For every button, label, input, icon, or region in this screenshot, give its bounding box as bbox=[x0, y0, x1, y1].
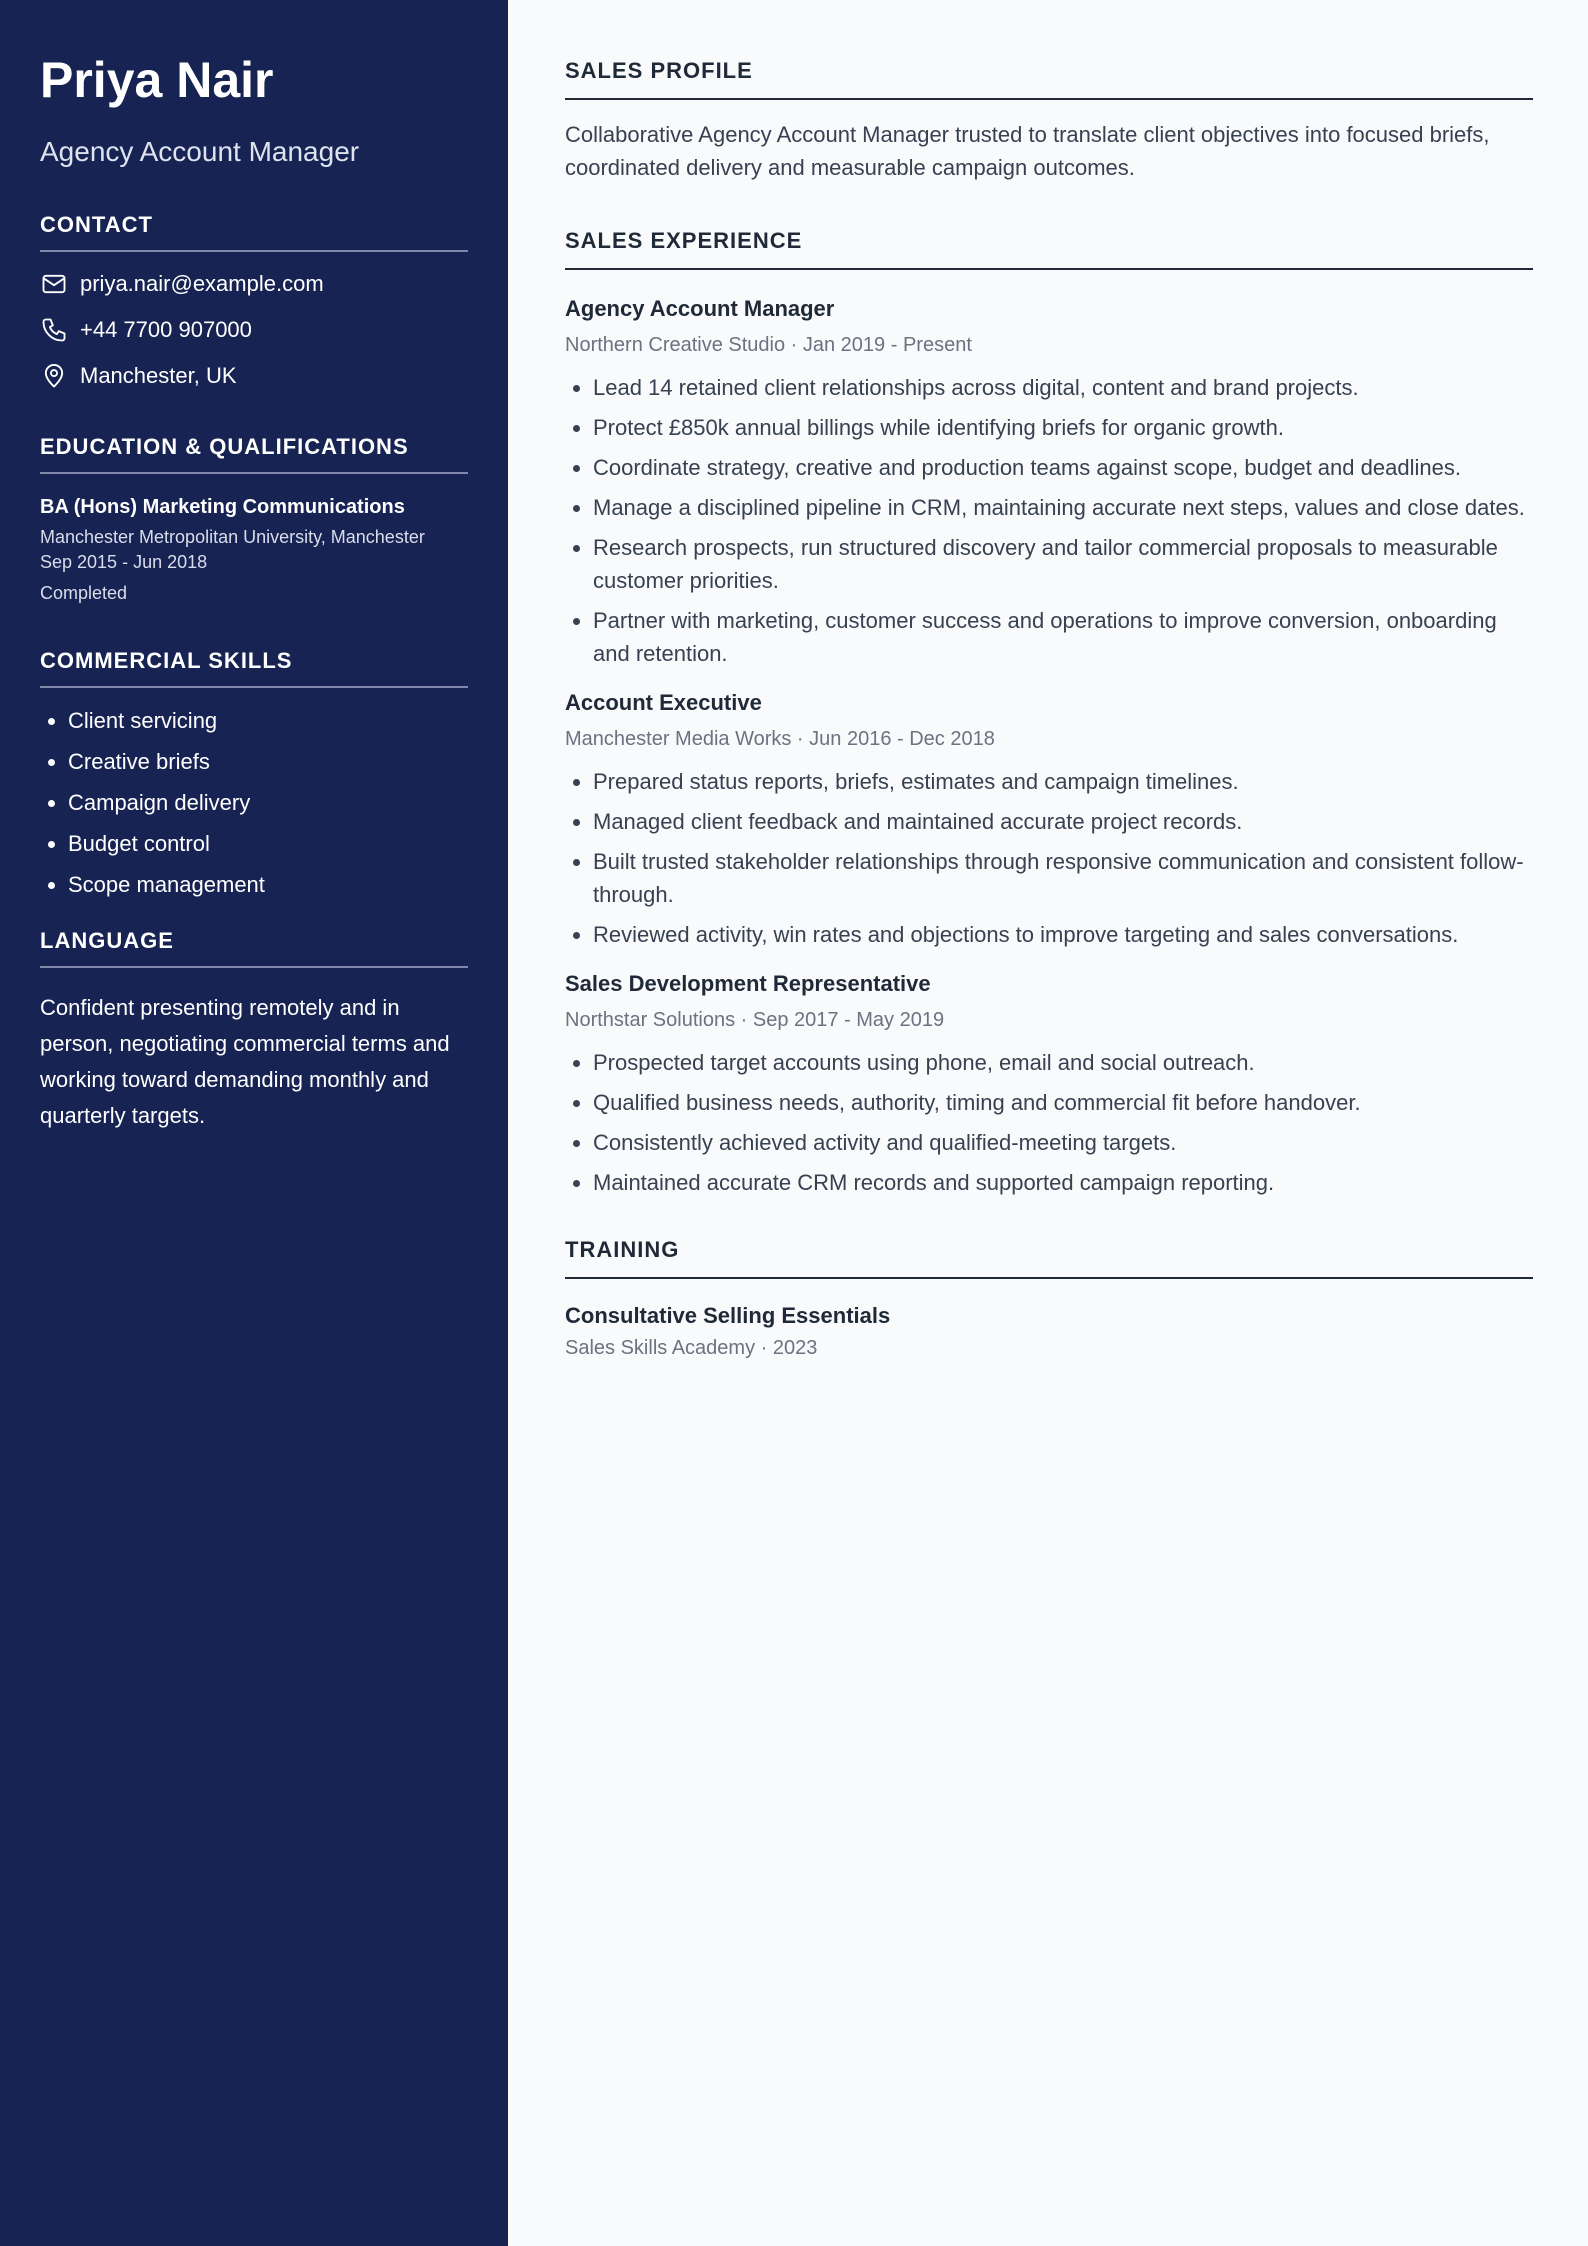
experience-heading: SALES EXPERIENCE bbox=[565, 228, 1533, 270]
phone-text: +44 7700 907000 bbox=[80, 316, 252, 342]
education-heading: EDUCATION & QUALIFICATIONS bbox=[40, 434, 468, 474]
phone-icon bbox=[40, 316, 68, 344]
sidebar bbox=[0, 0, 508, 2246]
training-title: Consultative Selling Essentials bbox=[565, 1303, 891, 1328]
job-bullet: • Built trusted stakeholder relationships through responsive communication and consistent follow-through. bbox=[593, 845, 1533, 911]
location-pin-icon bbox=[40, 362, 68, 390]
job-bullet: • Coordinate strategy, creative and production teams against scope, budget and deadlines. bbox=[593, 451, 1533, 484]
main-content bbox=[508, 0, 1588, 2246]
training-heading: TRAINING bbox=[565, 1237, 1533, 1279]
contact-heading: CONTACT bbox=[40, 212, 468, 252]
language-text: Confident presenting remotely and in person, negotiating commercial terms and working toward demanding monthly and quarterly targets. bbox=[40, 994, 450, 1128]
candidate-role: Agency Account Manager bbox=[40, 135, 360, 167]
skill-item: • Campaign delivery bbox=[68, 790, 468, 816]
job-bullet: • Manage a disciplined pipeline in CRM, maintaining accurate next steps, values and close dates. bbox=[593, 491, 1533, 524]
job-bullets bbox=[565, 371, 1533, 670]
job-bullet: • Protect £850k annual billings while identifying briefs for organic growth. bbox=[593, 411, 1533, 444]
skill-item: • Client servicing bbox=[68, 708, 468, 734]
education-status: Completed bbox=[40, 582, 128, 603]
skill-item: • Creative briefs bbox=[68, 749, 468, 775]
job-bullets bbox=[565, 765, 1533, 951]
training-meta: Sales Skills Academy · 2023 bbox=[565, 1337, 818, 1359]
language-heading: LANGUAGE bbox=[40, 928, 468, 968]
job-bullet: • Partner with marketing, customer success and operations to improve conversion, onboarding and retention. bbox=[593, 604, 1533, 670]
contact-location bbox=[40, 362, 468, 390]
job-title: Agency Account Manager bbox=[565, 296, 835, 321]
job-bullet: • Qualified business needs, authority, timing and commercial fit before handover. bbox=[593, 1086, 1533, 1119]
job-bullet: • Reviewed activity, win rates and objections to improve targeting and sales conversations. bbox=[593, 918, 1533, 951]
job-bullet: • Prepared status reports, briefs, estimates and campaign timelines. bbox=[593, 765, 1533, 798]
candidate-name: Priya Nair bbox=[40, 52, 274, 108]
education-degree: BA (Hons) Marketing Communications bbox=[40, 495, 405, 518]
job-bullet: • Managed client feedback and maintained accurate project records. bbox=[593, 805, 1533, 838]
skill-item: • Budget control bbox=[68, 831, 468, 857]
skills-list bbox=[40, 708, 468, 898]
job-title: Account Executive bbox=[565, 690, 762, 715]
job-bullet: • Maintained accurate CRM records and supported campaign reporting. bbox=[593, 1166, 1533, 1199]
profile-heading: SALES PROFILE bbox=[565, 58, 1533, 100]
education-dates: Sep 2015 - Jun 2018 bbox=[40, 551, 208, 572]
job-meta: Northstar Solutions · Sep 2017 - May 2019 bbox=[565, 1009, 945, 1031]
location-text: Manchester, UK bbox=[80, 362, 237, 388]
job-bullets bbox=[565, 1046, 1533, 1199]
job-entry bbox=[565, 971, 1533, 1199]
job-entry bbox=[565, 296, 1533, 670]
job-meta: Manchester Media Works · Jun 2016 - Dec 2018 bbox=[565, 728, 995, 750]
job-meta: Northern Creative Studio · Jan 2019 - Present bbox=[565, 334, 972, 356]
education-institution: Manchester Metropolitan University, Manchester bbox=[40, 526, 425, 547]
skill-item: • Scope management bbox=[68, 872, 468, 898]
mail-icon bbox=[40, 270, 68, 298]
contact-email[interactable] bbox=[40, 270, 468, 298]
job-title: Sales Development Representative bbox=[565, 971, 931, 996]
job-bullet: • Prospected target accounts using phone, email and social outreach. bbox=[593, 1046, 1533, 1079]
job-bullet: • Research prospects, run structured discovery and tailor commercial proposals to measurable customer priorities. bbox=[593, 531, 1533, 597]
job-bullet: • Lead 14 retained client relationships across digital, content and brand projects. bbox=[593, 371, 1533, 404]
job-bullet: • Consistently achieved activity and qualified-meeting targets. bbox=[593, 1126, 1533, 1159]
email-text: priya.nair@example.com bbox=[80, 270, 324, 296]
profile-summary: Collaborative Agency Account Manager trusted to translate client objectives into focused briefs, coordinated delivery and measurable campaign outcomes. bbox=[565, 122, 1490, 180]
job-entry bbox=[565, 690, 1533, 951]
contact-phone[interactable] bbox=[40, 316, 468, 344]
skills-heading: COMMERCIAL SKILLS bbox=[40, 648, 468, 688]
